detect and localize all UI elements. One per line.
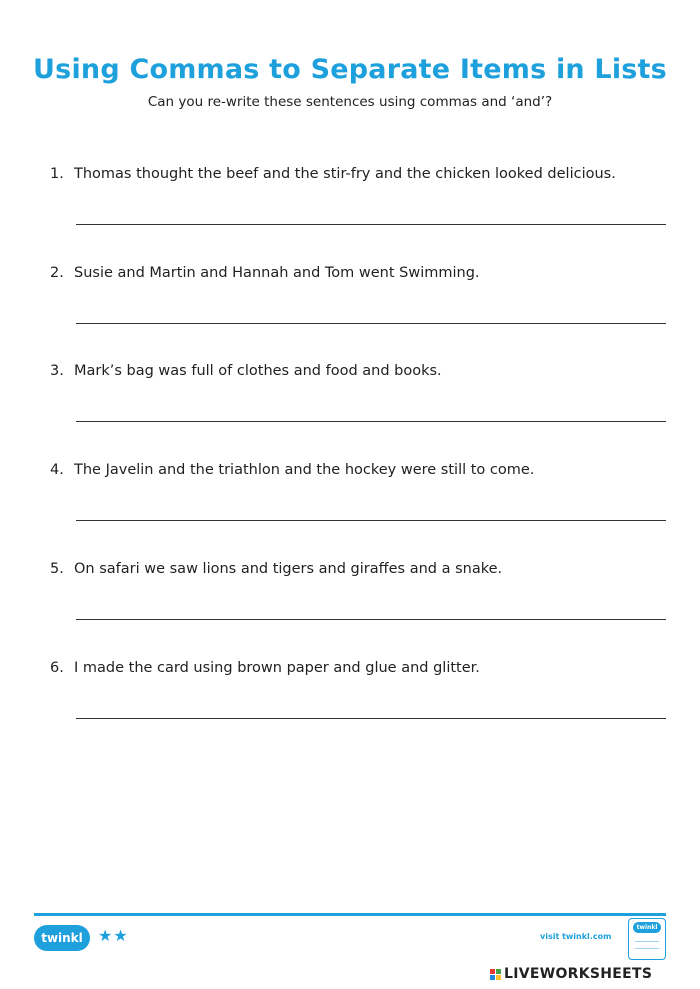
question-1	[50, 166, 670, 266]
question-text: The Javelin and the triathlon and the hockey were still to come.	[74, 462, 535, 478]
answer-field-4[interactable]	[76, 520, 666, 521]
question-number: 5.	[50, 561, 64, 577]
question-text: Susie and Martin and Hannah and Tom went Swimming.	[74, 265, 480, 281]
question-5	[50, 561, 670, 661]
answer-field-2[interactable]	[76, 323, 666, 324]
question-text: Thomas thought the beef and the stir-fry and the chicken looked delicious.	[74, 166, 616, 182]
question-text: On safari we saw lions and tigers and giraffes and a snake.	[74, 561, 503, 577]
question-number: 6.	[50, 660, 64, 676]
question-number: 1.	[50, 166, 64, 182]
visit-link[interactable]: visit twinkl.com	[540, 932, 612, 941]
question-number: 4.	[50, 462, 64, 478]
question-text: I made the card using brown paper and glue and glitter.	[74, 660, 480, 676]
liveworksheets-watermark	[490, 966, 652, 982]
answer-field-1[interactable]	[76, 224, 666, 225]
worksheet-instruction: Can you re-write these sentences using commas and ‘and’?	[147, 94, 553, 110]
worksheet-title: Using Commas to Separate Items in Lists	[33, 54, 667, 86]
answer-field-6[interactable]	[76, 718, 666, 719]
stars-icon: ★★	[98, 926, 129, 945]
question-2	[50, 265, 670, 365]
quality-badge-icon	[628, 918, 666, 960]
question-4	[50, 462, 670, 562]
question-6	[50, 660, 670, 760]
twinkl-logo: twinkl	[34, 925, 90, 951]
question-text: Mark’s bag was full of clothes and food and books.	[74, 363, 442, 379]
question-number: 2.	[50, 265, 64, 281]
question-number: 3.	[50, 363, 64, 379]
liveworksheets-icon	[490, 969, 501, 980]
answer-field-5[interactable]	[76, 619, 666, 620]
question-3	[50, 363, 670, 463]
footer-divider	[34, 913, 666, 916]
answer-field-3[interactable]	[76, 421, 666, 422]
badge-label: twinkl	[633, 922, 661, 933]
watermark-text: LIVEWORKSHEETS	[504, 966, 653, 982]
